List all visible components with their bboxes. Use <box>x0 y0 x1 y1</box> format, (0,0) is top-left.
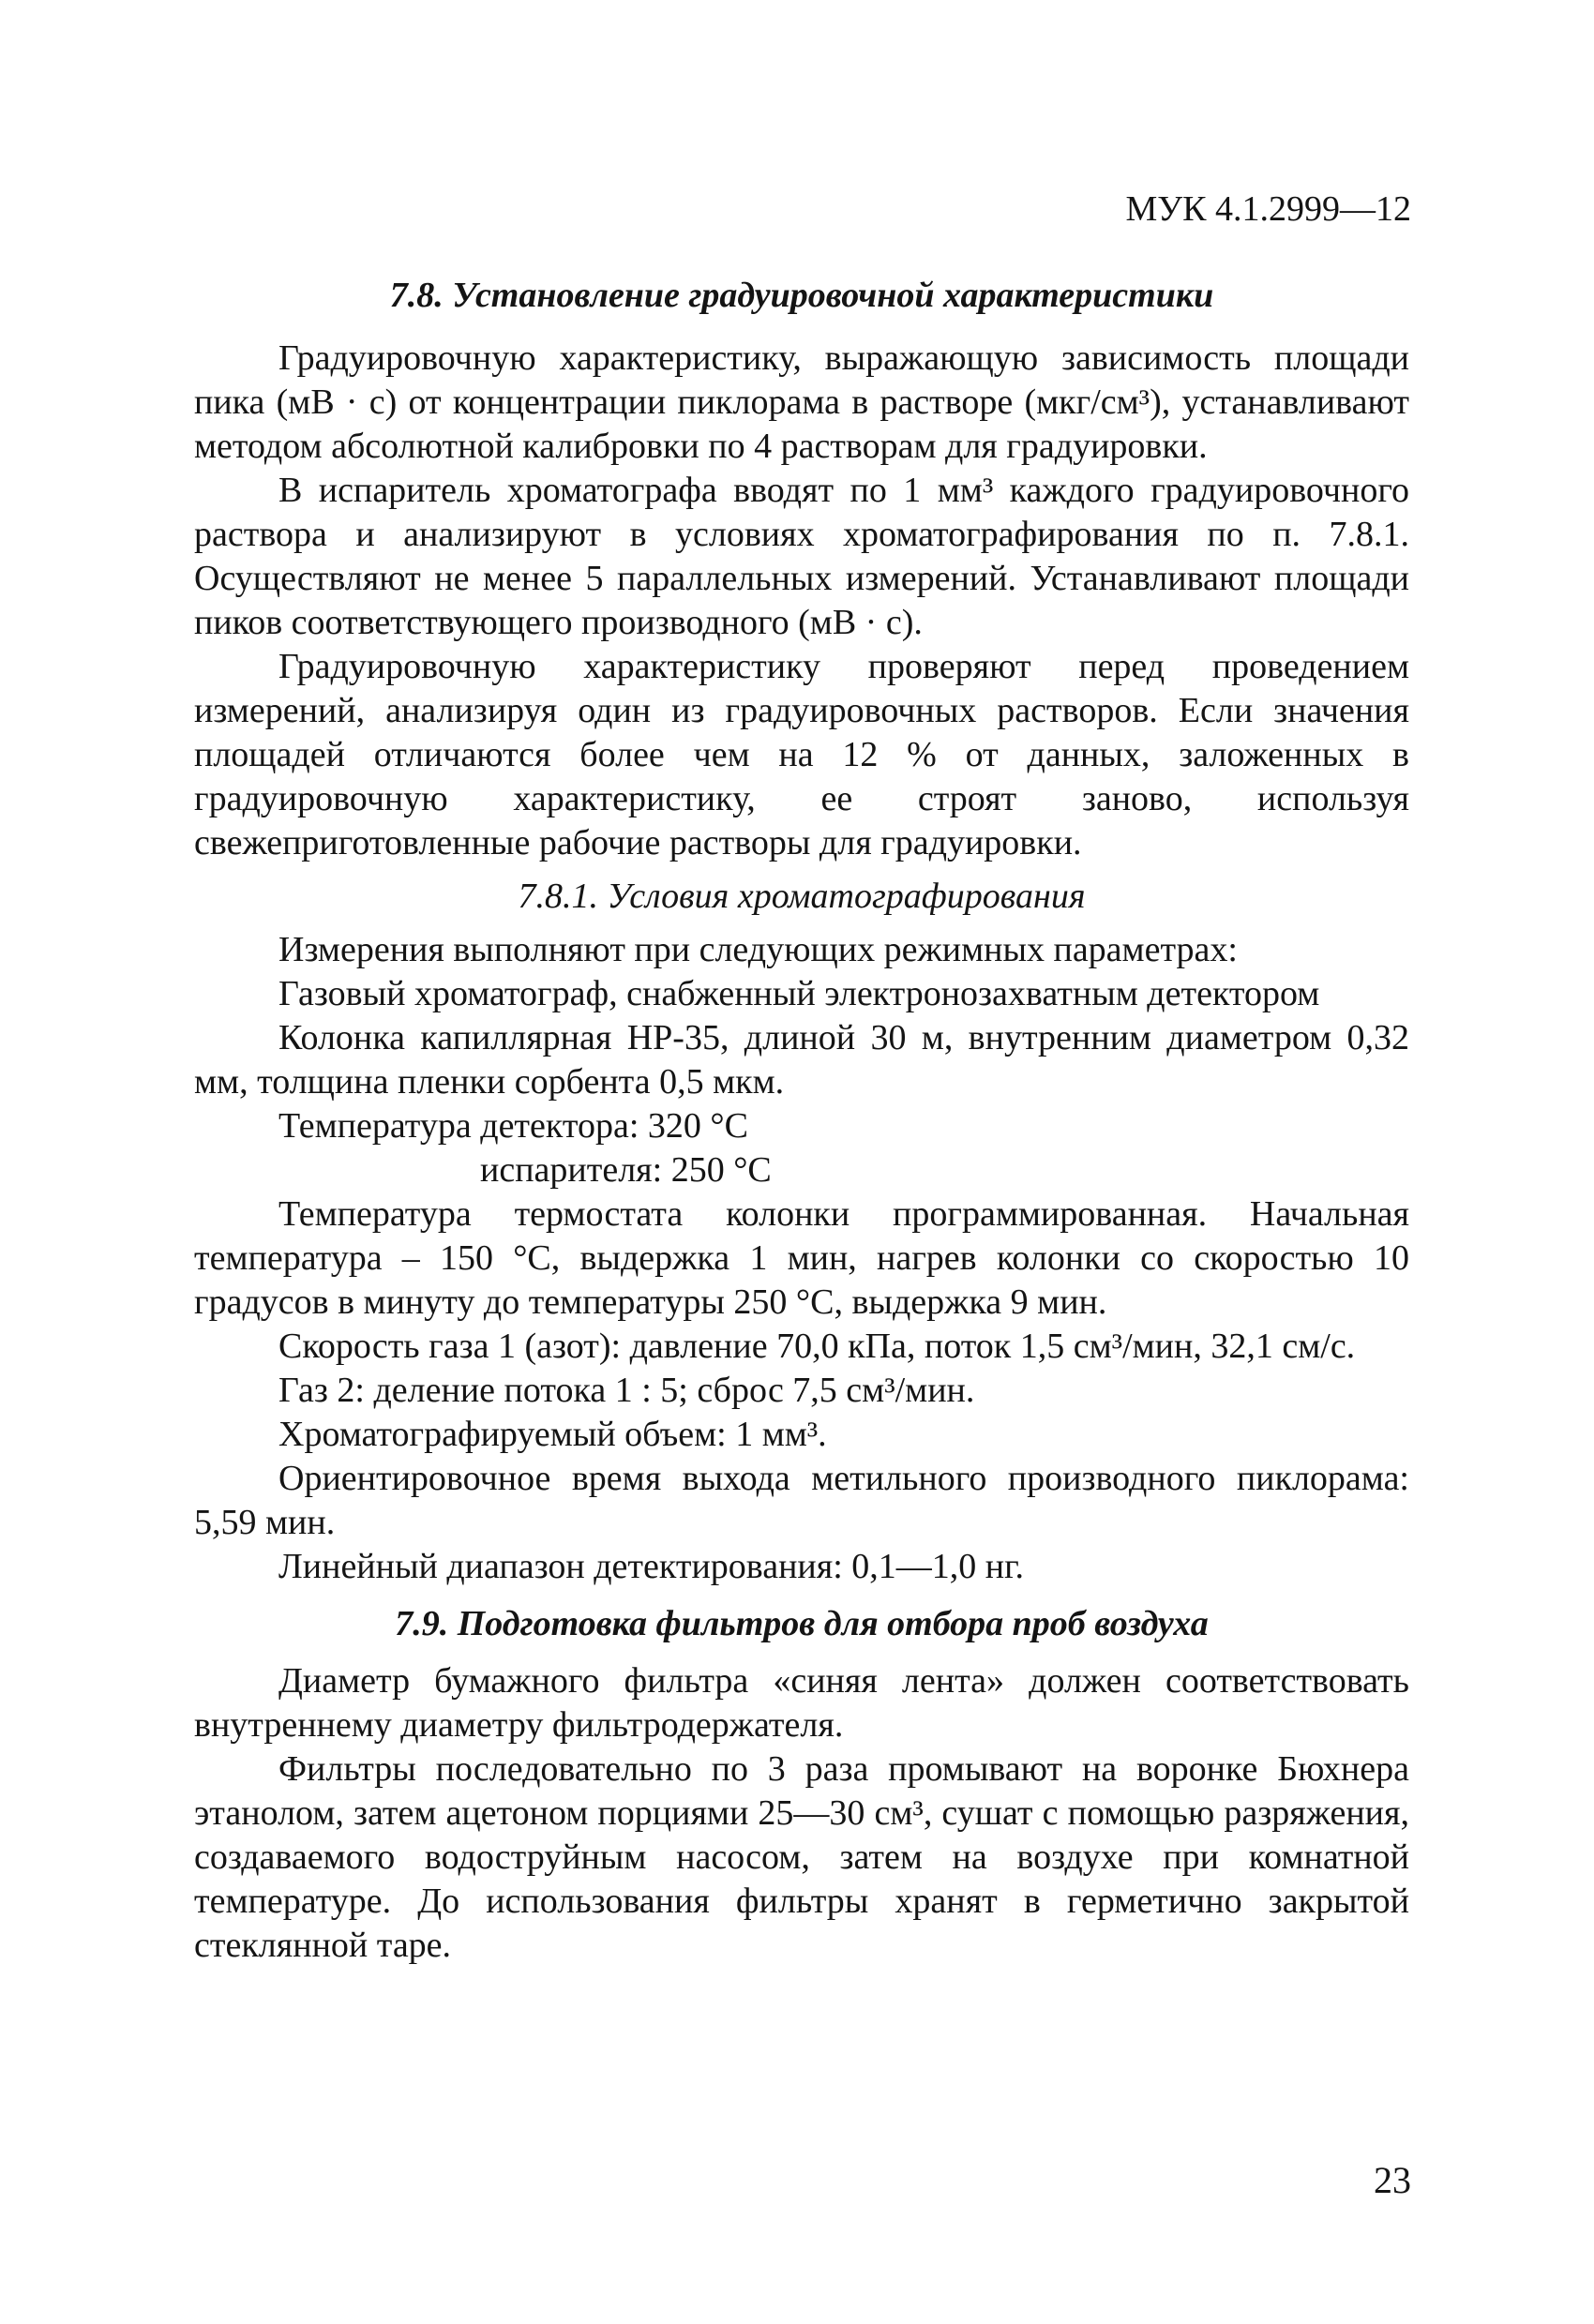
section-7-9-paragraph-1: Диаметр бумажного фильтра «синяя лента» должен соответствовать внутреннему диаметру фильтродержателя. <box>194 1661 1409 1745</box>
evaporator-temperature-line: испарителя: 250 °С <box>480 1150 772 1190</box>
column-temperature-line: Температура термостата колонки программированная. Начальная температура – 150 °С, выдержка 1 мин, нагрев колонки со скоростью 10 градусов в минуту до температуры 250 °С, выдержка 9 мин. <box>194 1194 1409 1322</box>
section-7-8-paragraph-2: В испаритель хроматографа вводят по 1 мм³ каждого градуировочного раствора и анализируют в условиях хроматографирования по п. 7.8.1. Осуществляют не менее 5 параллельных измерений. Устанавливают площади пиков соответствующего производного (мВ · с). <box>194 471 1409 642</box>
detector-temperature-line: Температура детектора: 320 °С <box>278 1106 748 1146</box>
section-7-8-paragraph-3: Градуировочную характеристику проверяют перед проведением измерений, анализируя один из градуировочных растворов. Если значения площадей отличаются более чем на 12 % от данных, заложенных в градуировочную характеристику, ее строят заново, используя свежеприготовленные рабочие растворы для градуировки. <box>194 647 1409 862</box>
injection-volume-line: Хроматографируемый объем: 1 мм³. <box>278 1415 827 1454</box>
linear-range-line: Линейный диапазон детектирования: 0,1—1,0 нг. <box>278 1547 1024 1586</box>
gas-1-line: Скорость газа 1 (азот): давление 70,0 кПа, поток 1,5 см³/мин, 32,1 см/с. <box>278 1327 1356 1366</box>
section-7-8-paragraph-1: Градуировочную характеристику, выражающую зависимость площади пика (мВ · с) от концентрации пиклорама в растворе (мкг/см³), устанавливают методом абсолютной калибровки по 4 растворам для градуировки. <box>194 338 1409 466</box>
document-code-header: МУК 4.1.2999—12 <box>1125 189 1411 229</box>
page-number: 23 <box>1374 2159 1411 2201</box>
gas-2-line: Газ 2: деление потока 1 : 5; сброс 7,5 см³/мин. <box>278 1371 975 1410</box>
column-line: Колонка капиллярная НР-35, длиной 30 м, внутренним диаметром 0,32 мм, толщина пленки сорбента 0,5 мкм. <box>194 1018 1409 1102</box>
chromatograph-line: Газовый хроматограф, снабженный электронозахватным детектором <box>278 974 1320 1013</box>
section-7-8-title: 7.8. Установление градуировочной характеристики <box>389 276 1214 315</box>
section-7-9-paragraph-2: Фильтры последовательно по 3 раза промывают на воронке Бюхнера этанолом, затем ацетоном порциями 25—30 см³, сушат с помощью разряжения, создаваемого водоструйным насосом, затем на воздухе при комнатной температуре. До использования фильтры хранят в герметично закрытой стеклянной таре. <box>194 1749 1409 1965</box>
section-7-9-title: 7.9. Подготовка фильтров для отбора проб воздуха <box>395 1604 1209 1643</box>
section-7-8-1-title: 7.8.1. Условия хроматографирования <box>518 877 1086 916</box>
page-content <box>194 274 1409 1968</box>
retention-time-line: Ориентировочное время выхода метильного производного пиклорама: 5,59 мин. <box>194 1459 1409 1542</box>
conditions-intro: Измерения выполняют при следующих режимных параметрах: <box>278 930 1238 969</box>
